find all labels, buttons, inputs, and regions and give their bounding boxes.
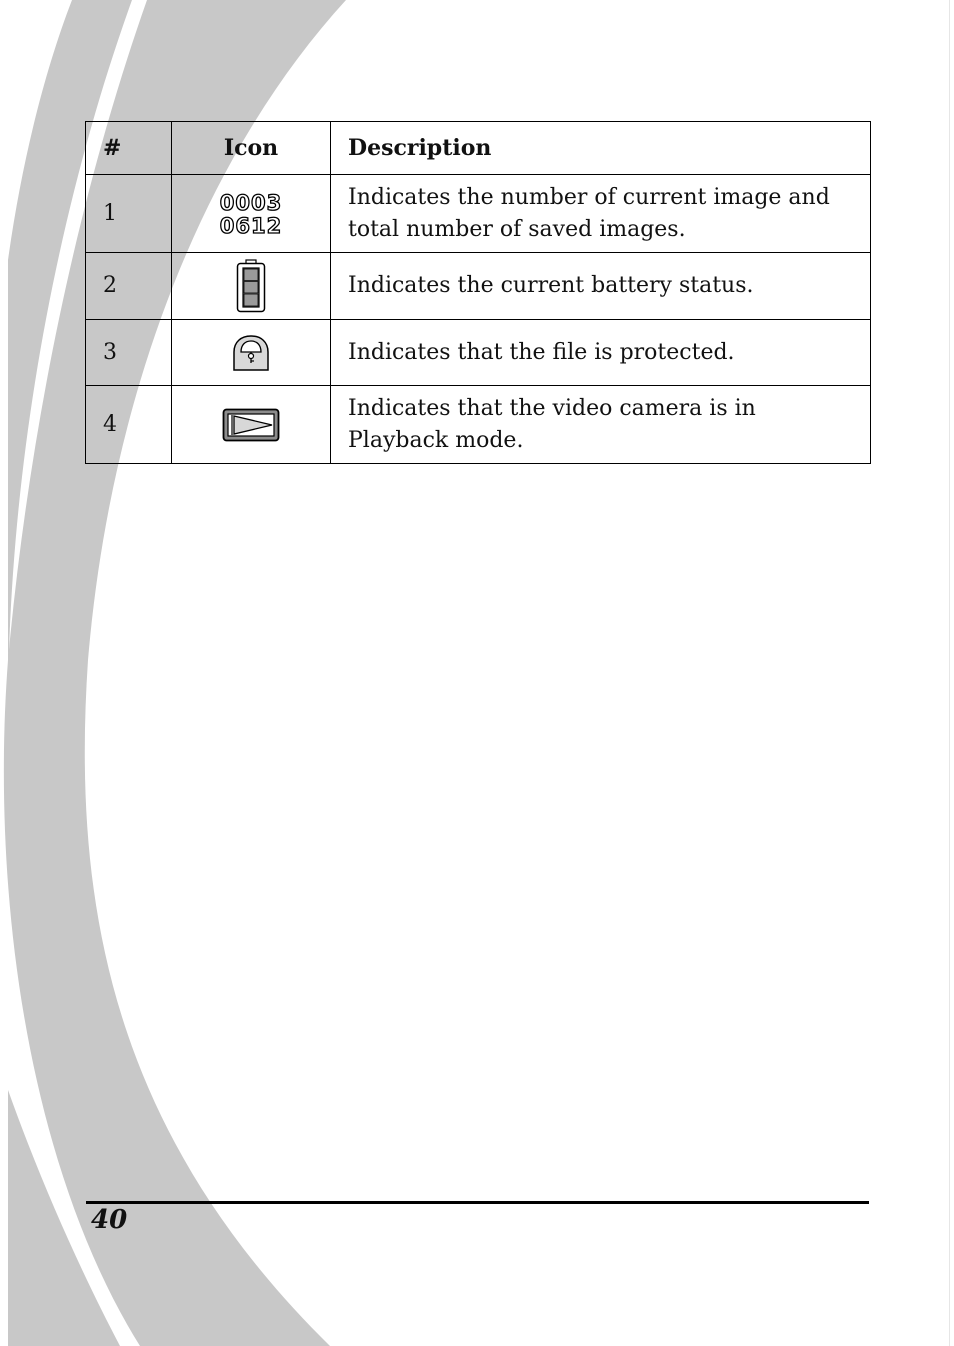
table-row — [86, 320, 871, 386]
lock-protect-icon — [232, 334, 270, 372]
icon-cell — [172, 320, 331, 386]
row-description: Indicates the number of current image and total number of saved images. — [331, 175, 871, 253]
image-counter-icon — [206, 189, 296, 239]
table-row — [86, 386, 871, 464]
page-number: 40 — [91, 1205, 128, 1235]
row-description: Indicates that the file is protected. — [331, 320, 871, 386]
icon-cell — [172, 253, 331, 320]
row-number: 2 — [86, 253, 172, 320]
playback-icon — [222, 408, 280, 442]
icon-table-wrapper — [85, 121, 871, 464]
counter-total: 0612 — [219, 213, 283, 238]
header-description: Description — [331, 122, 871, 175]
row-number: 1 — [86, 175, 172, 253]
table-row — [86, 175, 871, 253]
icon-table — [85, 121, 871, 464]
row-description: Indicates that the video camera is in Playback mode. — [331, 386, 871, 464]
icon-cell — [172, 175, 331, 253]
page-edge — [949, 0, 950, 1346]
table-header-row — [86, 122, 871, 175]
header-num: # — [86, 122, 172, 175]
row-description: Indicates the current battery status. — [331, 253, 871, 320]
counter-current: 0003 — [219, 190, 283, 215]
header-icon: Icon — [172, 122, 331, 175]
footer-rule — [86, 1201, 869, 1204]
icon-cell — [172, 386, 331, 464]
row-number: 4 — [86, 386, 172, 464]
table-row — [86, 253, 871, 320]
battery-icon — [236, 259, 266, 313]
row-number: 3 — [86, 320, 172, 386]
